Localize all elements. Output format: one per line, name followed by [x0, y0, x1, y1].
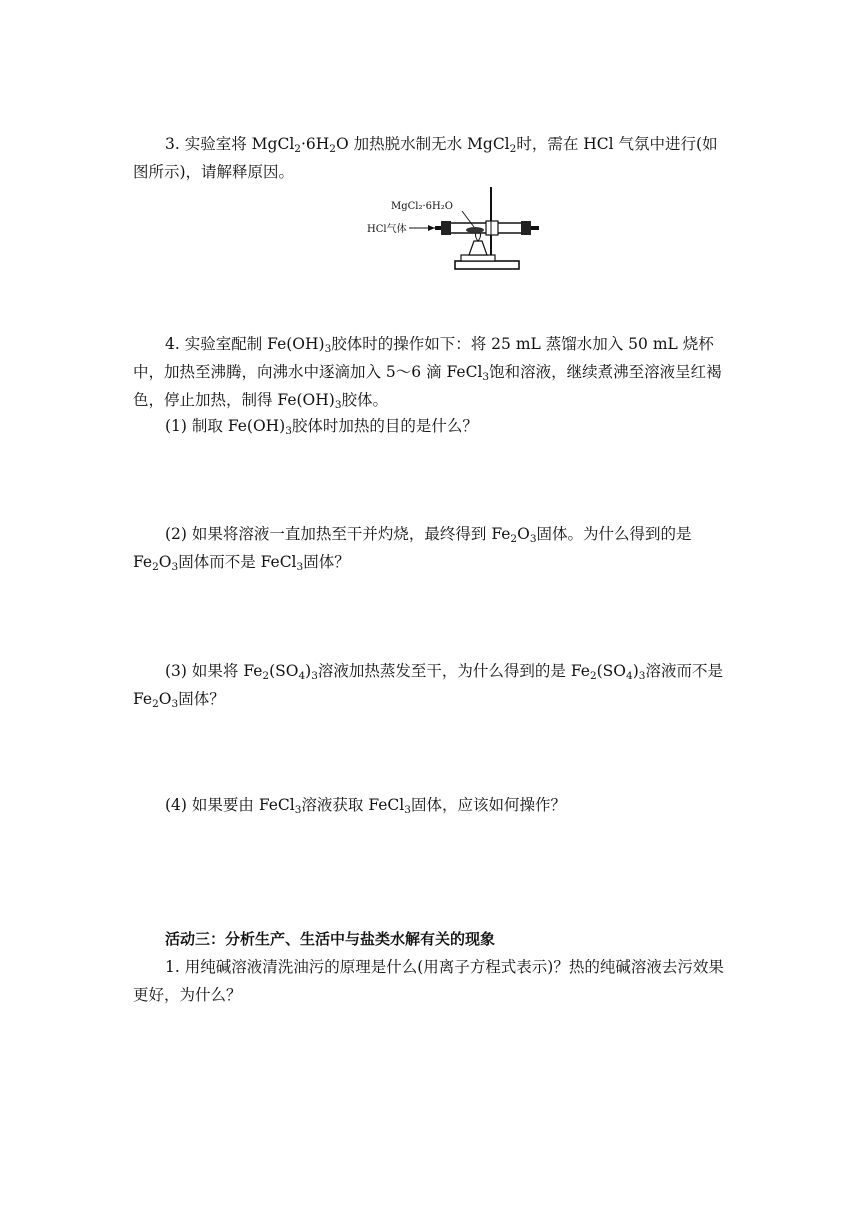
question-number: (2) — [165, 525, 187, 543]
question-4: 4. 实验室配制 $Fe(OH)_3$胶体时的操作如下：将 25 mL 蒸馏水加入 50 mL 烧杯中，加热至沸腾，向沸水中逐滴加入 5～6 滴 FeCl$_3$饱和溶液，继续煮沸至溶液呈红褐色，停止加热，制得 $Fe(OH)_3$胶体。 — [133, 335, 722, 411]
activity-3-question-1: 1. 用纯碱溶液清洗油污的原理是什么(用离子方程式表示)？热的纯碱溶液去污效果更好，为什么？ — [133, 958, 724, 1004]
question-number: (4) — [165, 796, 187, 814]
question-4-2: (2) 如果将溶液一直加热至干并灼烧，最终得到 $Fe_2O_3$固体。为什么得到的是 $Fe_2O_3$固体而不是 FeCl$_3$固体？ — [133, 525, 692, 573]
figure-label-salt: MgCl₂·6H₂O — [391, 201, 453, 212]
question-4-3: (3) 如果将 $Fe_2(SO_4)_3$溶液加热蒸发至干，为什么得到的是 $Fe_2(SO_4)_3$溶液而不是 $Fe_2O_3$固体？ — [133, 662, 723, 710]
question-4-4: (4) 如果要由 FeCl$_3$溶液获取 FeCl$_3$固体，应该如何操作？ — [165, 796, 566, 816]
question-number: 4. — [165, 335, 180, 353]
question-number: (3) — [165, 662, 187, 680]
question-3: 3. 实验室将 $MgCl_2\cdot 6H_2O$ 加热脱水制无水 MgCl$_2$时，需在 HCl 气氛中进行(如图所示)，请解释原因。 — [133, 135, 718, 181]
question-4-1: (1) 制取 $Fe(OH)_3$胶体时加热的目的是什么？ — [165, 417, 478, 437]
figure-label-gas: HCl气体 — [367, 224, 407, 235]
question-number: 3. — [165, 135, 180, 153]
question-number: 1. — [165, 958, 180, 976]
question-number: (1) — [165, 417, 187, 435]
activity-3-heading: 活动三：分析生产、生活中与盐类水解有关的现象 — [165, 930, 496, 948]
hcl-apparatus-figure — [365, 183, 555, 275]
